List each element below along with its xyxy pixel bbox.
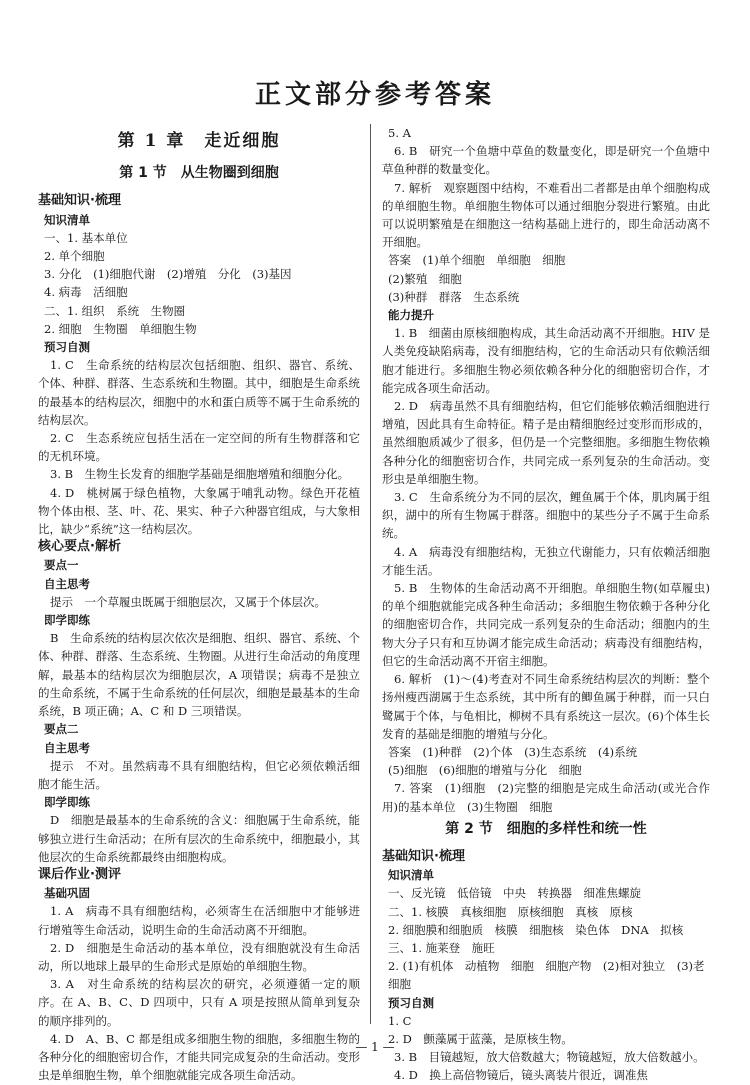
left-subheading: 自主思考	[44, 740, 90, 755]
left-text: 3. B 生物生长发育的细胞学基础是细胞增殖和细胞分化。	[50, 467, 350, 482]
left-heading: 基础知识·梳理	[38, 193, 121, 209]
left-text: 二、1. 组织 系统 生物圈	[44, 303, 186, 318]
left-subheading: 要点二	[44, 722, 79, 737]
right-heading: 基础知识·梳理	[382, 848, 465, 864]
right-section-title: 第 2 节 细胞的多样性和统一性	[445, 820, 647, 837]
column-divider	[370, 124, 371, 1024]
left-text: 4. D A、B、C 都是组成多细胞生物的细胞，多细胞生物的各种分化的细胞密切合作，才能共同完成复杂的生命活动。变形虫是单细胞生物，单个细胞就能完成各项生命活动。	[38, 1031, 360, 1083]
right-text: 6. B 研究一个鱼塘中草鱼的数量变化，即是研究一个鱼塘中草鱼种群的数量变化。	[382, 144, 710, 177]
section-title: 第 1 节 从生物圈到细胞	[119, 165, 279, 182]
right-text: 2. (1)有机体 动植物 细胞 细胞产物 (2)相对独立 (3)老细胞	[388, 959, 705, 992]
left-text: 2. C 生态系统应包括生活在一定空间的所有生物群落和它的无机环境。	[38, 431, 360, 464]
watermark-logo	[600, 1030, 740, 1080]
left-text: 3. 分化 (1)细胞代谢 (2)增殖 分化 (3)基因	[44, 267, 292, 282]
left-subheading: 知识清单	[44, 212, 90, 227]
right-text: 4. A 病毒没有细胞结构，无独立代谢能力，只有依赖活细胞才能生活。	[382, 544, 710, 577]
right-text: (3)种群 群落 生态系统	[388, 289, 520, 304]
left-subheading: 即学即练	[44, 795, 90, 810]
left-heading: 核心要点·解析	[38, 539, 121, 555]
left-text: 2. D 细胞是生命活动的基本单位，没有细胞就没有生命活动，所以地球上最早的生命形式是原始的单细胞生物。	[38, 940, 360, 973]
right-text: 5. B 生物体的生命活动离不开细胞。单细胞生物(如草履虫)的单个细胞就能完成各种生命活动；多细胞生物依赖于各种分化的细胞密切合作，共同完成一系列复杂的生命活动；细胞内的生物大分子只有和互协调才能完成生命活动；病毒没有细胞结构，但它的生命活动离不开宿主细胞。	[382, 581, 710, 668]
left-text: 2. 单个细胞	[44, 249, 105, 264]
left-column	[38, 124, 360, 1084]
left-subheading: 自主思考	[44, 576, 90, 591]
left-subheading: 即学即练	[44, 613, 90, 628]
right-text: 3. C 生命系统分为不同的层次，鲤鱼属于个体，肌肉属于组织，湖中的所有生物属于群落。细胞中的某些分子不属于生命系统。	[382, 490, 710, 541]
right-text: 7. 解析 观察题图中结构，不难看出二者都是由单个细胞构成的单细胞生物。单细胞生物体可以通过细胞分裂进行繁殖。由此可以说明繁殖是在细胞这一结构基础上进行的，即生命活动离不开细胞。	[382, 180, 710, 250]
right-text: 3. B 目镜越短，放大倍数越大；物镜越短，放大倍数越小。	[394, 1050, 705, 1065]
left-text: 提示 不对。虽然病毒不具有细胞结构，但它必须依赖活细胞才能生活。	[38, 758, 360, 791]
page-number: — 1 —	[355, 1040, 395, 1054]
right-text: 4. D 换上高倍物镜后，镜头离装片很近，调准焦	[394, 1068, 648, 1083]
right-text: 5. A	[388, 126, 411, 140]
right-text: 答案 (1)单个细胞 单细胞 细胞	[388, 253, 566, 268]
left-subheading: 要点一	[44, 558, 79, 573]
right-column	[382, 124, 710, 1085]
right-text: (2)繁殖 细胞	[388, 271, 462, 286]
page-title: 正文部分参考答案	[254, 80, 495, 110]
left-text: 提示 一个草履虫既属于细胞层次，又属于个体层次。	[50, 594, 326, 609]
right-text: 答案 (1)种群 (2)个体 (3)生态系统 (4)系统	[388, 744, 638, 759]
left-content	[38, 192, 360, 1084]
right-text: 1. B 细菌由原核细胞构成，其生命活动离不开细胞。HIV 是人类免疫缺陷病毒，没有细胞结构，它的生命活动只有依赖活细胞才能进行。多细胞生物必须依赖各种分化的细胞密切合作，才能完成各项生命活动。	[382, 326, 710, 395]
right-subheading: 能力提升	[388, 308, 434, 323]
right-subheading: 预习自测	[388, 995, 434, 1010]
left-text: 3. A 对生命系统的结构层次的研究，必须遵循一定的顺序。在 A、B、C、D 四项中，只有 A 项是按照从简单到复杂的顺序排列的。	[38, 977, 360, 1028]
chapter-title: 第 1 章 走近细胞	[117, 131, 281, 151]
right-text: 2. 细胞膜和细胞质 核膜 细胞核 染色体 DNA 拟核	[388, 922, 684, 937]
left-text: B 生命系统的结构层次依次是细胞、组织、器官、系统、个体、种群、群落、生态系统、生物圈。从进行生命活动的角度理解，最基本的结构层次为细胞层次，A 项错误；病毒不是独立的生命系统，不属于生命系统的任何层次，细胞是最基本的生命系统，B 项正确；A、C 和 D 三项错误。	[38, 631, 360, 719]
right-text: 1. C	[388, 1013, 412, 1028]
right-text: 6. 解析 (1)～(4)考查对不同生命系统结构层次的判断：整个扬州瘦西湖属于生态系统，其中所有的鲫鱼属于种群，而一只白鹭属于个体，与龟相比，柳树不具有系统这一层次。(6)个体生长发育的基础是细胞的增殖与分化。	[382, 672, 710, 741]
right-text: 二、1. 核膜 真核细胞 原核细胞 真核 原核	[388, 904, 633, 919]
left-text: 4. D 桃树属于绿色植物，大象属于哺乳动物。绿色开花植物个体由根、茎、叶、花、果实、种子六种器官组成，与大象相比，缺少“系统”这一结构层次。	[38, 485, 360, 537]
left-text: 1. A 病毒不具有细胞结构，必须寄生在活细胞中才能够进行增殖等生命活动，说明生命的生命活动离不开细胞。	[38, 904, 360, 937]
left-text: 一、1. 基本单位	[44, 230, 128, 245]
right-text: 2. D 病毒虽然不具有细胞结构，但它们能够依赖活细胞进行增殖，因此具有生命特征。精子是由精细胞经过变形而形成的，虽然细胞质减少了很多，但仍是一个完整细胞。多细胞生物依赖各种分化的细胞密切合作，共同完成一系列复杂的生命活动。变形虫是单细胞生物。	[382, 399, 710, 486]
right-text: 7. 答案 (1)细胞 (2)完整的细胞是完成生命活动(或光合作用)的基本单位 (3)生物圈 细胞	[382, 781, 710, 814]
left-subheading: 预习自测	[44, 340, 90, 355]
right-content	[382, 124, 710, 1085]
left-text: 1. C 生命系统的结构层次包括细胞、组织、器官、系统、个体、种群、群落、生态系统和生物圈。其中，细胞是生命系统的最基本的结构层次，细胞中的水和蛋白质等不属于生命系统的结构层次。	[38, 358, 360, 427]
left-text: 4. 病毒 活细胞	[44, 285, 128, 300]
left-text: 2. 细胞 生物圈 单细胞生物	[44, 321, 197, 336]
right-text: 一、反光镜 低倍镜 中央 转换器 细准焦螺旋	[388, 886, 641, 901]
right-text: 2. D 颤藻属于蓝藻，是原核生物。	[388, 1031, 573, 1046]
left-text: D 细胞是最基本的生命系统的含义：细胞属于生命系统，能够独立进行生命活动；在所有层次的生命系统中，细胞最小，其他层次的生命系统都最终由细胞构成。	[38, 813, 360, 864]
right-text: 三、1. 施莱登 施旺	[388, 940, 495, 955]
right-text: (5)细胞 (6)细胞的增殖与分化 细胞	[388, 763, 582, 778]
left-heading: 课后作业·测评	[38, 866, 121, 882]
left-subheading: 基础巩固	[44, 886, 90, 901]
right-subheading: 知识清单	[388, 868, 434, 883]
